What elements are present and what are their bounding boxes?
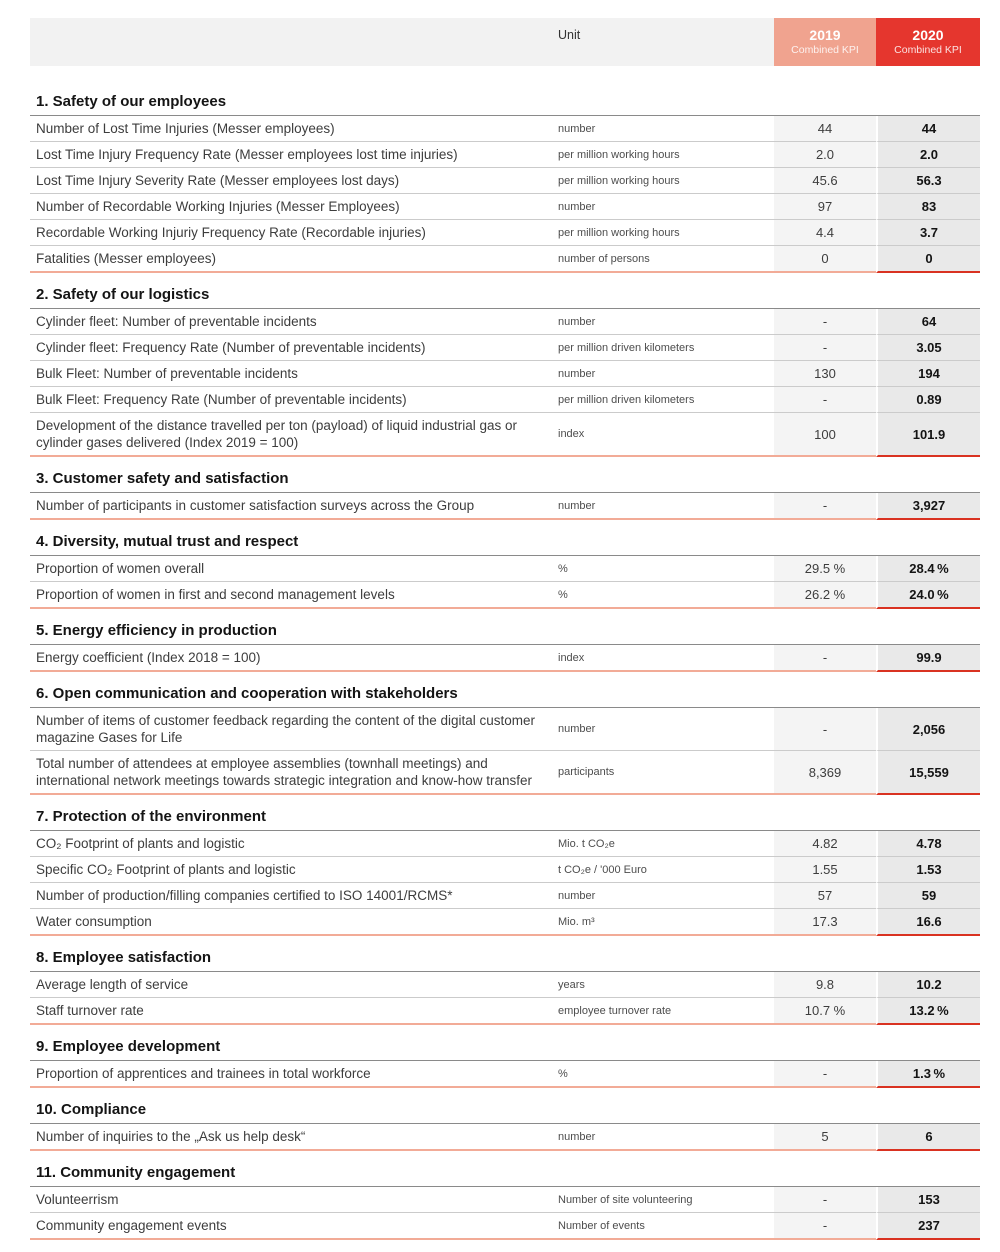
header-label-spacer [30, 18, 552, 66]
row-label: Number of production/filling companies certified to ISO 14001/RCMS* [30, 883, 552, 909]
row-value-2020: 1.3 % [876, 1061, 980, 1088]
row-value-2019: - [774, 645, 876, 672]
kpi-row [30, 708, 980, 751]
row-label: Recordable Working Injuriy Frequency Rate (Recordable injuries) [30, 220, 552, 246]
header-2019-year: 2019 [809, 26, 841, 43]
kpi-row [30, 556, 980, 582]
table-header-row [30, 18, 980, 66]
row-label: CO₂ Footprint of plants and logistic [30, 831, 552, 857]
row-unit: number [552, 493, 774, 520]
header-2019-combined-kpi [774, 18, 876, 66]
row-value-2019: - [774, 1187, 876, 1213]
row-unit: Mio. t CO₂e [552, 831, 774, 857]
row-unit: Number of site volunteering [552, 1187, 774, 1213]
row-value-2020: 101.9 [876, 413, 980, 457]
header-2020-combined-kpi [876, 18, 980, 66]
row-label: Bulk Fleet: Frequency Rate (Number of preventable incidents) [30, 387, 552, 413]
row-unit: Mio. m³ [552, 909, 774, 936]
row-value-2020: 64 [876, 309, 980, 335]
row-value-2020: 2.0 [876, 142, 980, 168]
kpi-row [30, 909, 980, 936]
kpi-row [30, 246, 980, 273]
header-2020-sublabel: Combined KPI [894, 44, 962, 57]
row-value-2019: 17.3 [774, 909, 876, 936]
kpi-row [30, 972, 980, 998]
section-heading: 8. Employee satisfaction [30, 936, 980, 972]
row-value-2019: 4.82 [774, 831, 876, 857]
row-value-2019: - [774, 493, 876, 520]
row-label: Development of the distance travelled per ton (payload) of liquid industrial gas or cylinder gases delivered (Index 2019 = 100) [30, 413, 552, 457]
row-label: Proportion of women in first and second management levels [30, 582, 552, 609]
row-value-2020: 0.89 [876, 387, 980, 413]
row-label: Number of inquiries to the „Ask us help desk“ [30, 1124, 552, 1151]
row-value-2020: 153 [876, 1187, 980, 1213]
kpi-row [30, 361, 980, 387]
section-heading: 9. Employee development [30, 1025, 980, 1061]
row-label: Number of participants in customer satisfaction surveys across the Group [30, 493, 552, 520]
row-unit: per million driven kilometers [552, 387, 774, 413]
row-label: Bulk Fleet: Number of preventable incidents [30, 361, 552, 387]
kpi-row [30, 142, 980, 168]
row-label: Staff turnover rate [30, 998, 552, 1025]
row-unit: per million driven kilometers [552, 335, 774, 361]
row-value-2020: 13.2 % [876, 998, 980, 1025]
kpi-row [30, 1124, 980, 1151]
row-label: Cylinder fleet: Frequency Rate (Number of preventable incidents) [30, 335, 552, 361]
row-label: Volunteerrism [30, 1187, 552, 1213]
kpi-row [30, 194, 980, 220]
kpi-row [30, 831, 980, 857]
row-value-2020: 237 [876, 1213, 980, 1240]
row-value-2019: 8,369 [774, 751, 876, 795]
row-value-2020: 1.53 [876, 857, 980, 883]
row-value-2020: 0 [876, 246, 980, 273]
row-value-2019: - [774, 708, 876, 751]
row-value-2019: 10.7 % [774, 998, 876, 1025]
row-unit: number [552, 708, 774, 751]
section-heading: 6. Open communication and cooperation with stakeholders [30, 672, 980, 708]
header-unit: Unit [552, 18, 774, 66]
row-unit: index [552, 413, 774, 457]
header-2019-sublabel: Combined KPI [791, 44, 859, 57]
row-value-2020: 3.05 [876, 335, 980, 361]
row-label: Water consumption [30, 909, 552, 936]
kpi-row [30, 168, 980, 194]
row-label: Cylinder fleet: Number of preventable incidents [30, 309, 552, 335]
row-unit: number [552, 116, 774, 142]
kpi-row [30, 883, 980, 909]
row-value-2019: 57 [774, 883, 876, 909]
kpi-row [30, 1213, 980, 1240]
kpi-row [30, 582, 980, 609]
row-label: Average length of service [30, 972, 552, 998]
row-unit: % [552, 582, 774, 609]
kpi-row [30, 335, 980, 361]
header-2020-year: 2020 [912, 26, 944, 43]
row-value-2020: 44 [876, 116, 980, 142]
kpi-row [30, 1061, 980, 1088]
row-unit: % [552, 1061, 774, 1088]
row-value-2019: 45.6 [774, 168, 876, 194]
table-sections [30, 80, 980, 1240]
row-value-2019: 2.0 [774, 142, 876, 168]
row-unit: per million working hours [552, 220, 774, 246]
section-heading: 4. Diversity, mutual trust and respect [30, 520, 980, 556]
section-heading: 5. Energy efficiency in production [30, 609, 980, 645]
row-label: Number of Lost Time Injuries (Messer employees) [30, 116, 552, 142]
row-value-2020: 83 [876, 194, 980, 220]
kpi-row [30, 998, 980, 1025]
row-label: Number of Recordable Working Injuries (Messer Employees) [30, 194, 552, 220]
row-label: Proportion of apprentices and trainees in total workforce [30, 1061, 552, 1088]
row-unit: index [552, 645, 774, 672]
row-unit: t CO₂e / '000 Euro [552, 857, 774, 883]
row-unit: Number of events [552, 1213, 774, 1240]
row-label: Total number of attendees at employee assemblies (townhall meetings) and international network meetings towards strategic integration and know-how transfer [30, 751, 552, 795]
row-value-2020: 194 [876, 361, 980, 387]
row-value-2019: 1.55 [774, 857, 876, 883]
kpi-row [30, 857, 980, 883]
row-value-2019: - [774, 335, 876, 361]
row-value-2019: 44 [774, 116, 876, 142]
row-value-2020: 4.78 [876, 831, 980, 857]
row-value-2020: 28.4 % [876, 556, 980, 582]
row-value-2019: 130 [774, 361, 876, 387]
section-heading: 11. Community engagement [30, 1151, 980, 1187]
row-unit: employee turnover rate [552, 998, 774, 1025]
row-value-2019: - [774, 309, 876, 335]
row-value-2019: 26.2 % [774, 582, 876, 609]
row-unit: number [552, 194, 774, 220]
row-unit: per million working hours [552, 168, 774, 194]
row-value-2019: 97 [774, 194, 876, 220]
row-value-2020: 10.2 [876, 972, 980, 998]
row-unit: number [552, 1124, 774, 1151]
row-value-2020: 56.3 [876, 168, 980, 194]
row-value-2019: 29.5 % [774, 556, 876, 582]
row-label: Specific CO₂ Footprint of plants and logistic [30, 857, 552, 883]
row-unit: per million working hours [552, 142, 774, 168]
row-value-2020: 6 [876, 1124, 980, 1151]
row-label: Community engagement events [30, 1213, 552, 1240]
section-heading: 10. Compliance [30, 1088, 980, 1124]
row-value-2019: 9.8 [774, 972, 876, 998]
kpi-row [30, 387, 980, 413]
row-value-2020: 15,559 [876, 751, 980, 795]
row-unit: participants [552, 751, 774, 795]
row-value-2019: 5 [774, 1124, 876, 1151]
section-heading: 1. Safety of our employees [30, 80, 980, 116]
row-unit: number [552, 361, 774, 387]
row-value-2019: 100 [774, 413, 876, 457]
kpi-row [30, 1187, 980, 1213]
row-value-2020: 3.7 [876, 220, 980, 246]
row-value-2019: - [774, 1061, 876, 1088]
row-unit: % [552, 556, 774, 582]
row-unit: number [552, 883, 774, 909]
kpi-row [30, 309, 980, 335]
row-label: Number of items of customer feedback regarding the content of the digital customer magazine Gases for Life [30, 708, 552, 751]
section-heading: 2. Safety of our logistics [30, 273, 980, 309]
kpi-row [30, 413, 980, 457]
section-heading: 7. Protection of the environment [30, 795, 980, 831]
kpi-row [30, 645, 980, 672]
row-label: Lost Time Injury Severity Rate (Messer employees lost days) [30, 168, 552, 194]
row-label: Fatalities (Messer employees) [30, 246, 552, 273]
row-value-2020: 24.0 % [876, 582, 980, 609]
kpi-row [30, 493, 980, 520]
kpi-row [30, 116, 980, 142]
kpi-table [30, 18, 980, 1240]
row-value-2020: 59 [876, 883, 980, 909]
row-value-2019: 0 [774, 246, 876, 273]
row-value-2020: 99.9 [876, 645, 980, 672]
row-value-2020: 16.6 [876, 909, 980, 936]
row-label: Energy coefficient (Index 2018 = 100) [30, 645, 552, 672]
row-unit: number of persons [552, 246, 774, 273]
row-label: Proportion of women overall [30, 556, 552, 582]
row-unit: years [552, 972, 774, 998]
row-unit: number [552, 309, 774, 335]
row-value-2020: 3,927 [876, 493, 980, 520]
section-heading: 3. Customer safety and satisfaction [30, 457, 980, 493]
row-value-2019: - [774, 387, 876, 413]
kpi-row [30, 751, 980, 795]
row-value-2019: 4.4 [774, 220, 876, 246]
kpi-row [30, 220, 980, 246]
row-value-2019: - [774, 1213, 876, 1240]
row-value-2020: 2,056 [876, 708, 980, 751]
row-label: Lost Time Injury Frequency Rate (Messer employees lost time injuries) [30, 142, 552, 168]
